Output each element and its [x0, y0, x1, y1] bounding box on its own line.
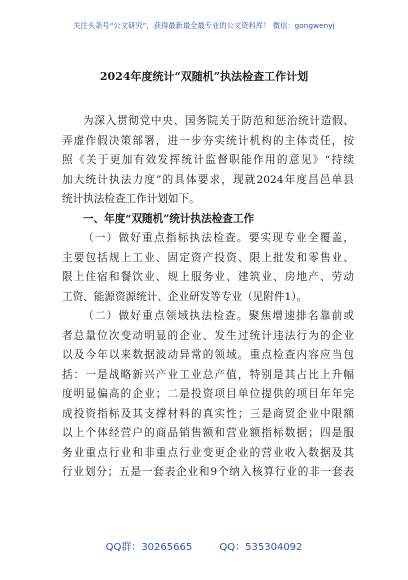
document-body	[62, 112, 354, 483]
footer-qq-group: QQ群：30265665	[105, 542, 193, 553]
body-line: 工资、能源资源统计、企业研发等专业（见附件1）。	[62, 290, 308, 303]
body-line: 者总量位次变动明显的企业、发生过统计违法行为的企业	[62, 329, 354, 342]
body-line: 主要包括规上工业、固定资产投资、限上批发和零售业、	[62, 251, 354, 264]
body-line: 务业重点行业和非重点行业变更企业的营业收入数据及其	[62, 446, 354, 459]
body-line: 加大统计执法力度”的具体要求，现就2024年度昌邑单县	[62, 173, 354, 186]
body-line: 括：一是战略新兴产业工业总产值，特别是其占比上升幅	[62, 368, 354, 381]
footer-contacts	[0, 538, 408, 553]
body-line: 为深入贯彻党中央、国务院关于防范和惩治统计造假、	[83, 115, 354, 127]
body-line: 弄虚作假决策部署，进一步夯实统计机构的主体责任，按	[62, 134, 354, 147]
body-line: 以上个体经营户的商品销售额和营业额指标数据；四是服	[62, 427, 354, 439]
body-line: （一）做好重点指标执法检查。要实现专业全覆盖，	[83, 232, 354, 244]
body-line: 照《关于更加有效发挥统计监督职能作用的意见》“持续	[62, 154, 354, 166]
body-line: （二）做好重点领域执法检查。聚焦增速排名靠前或	[83, 310, 354, 322]
footer-qq: QQ：535304092	[219, 542, 303, 553]
body-line: 统计执法检查工作计划如下。	[62, 193, 200, 205]
body-line: 以及今年以来数据波动异常的领域。重点检查内容应当包	[62, 349, 354, 361]
section-heading: 一、年度“双随机”统计执法检查工作	[83, 212, 255, 225]
body-line: 度明显偏高的企业；二是投资项目单位提供的项目年年完	[62, 388, 354, 400]
body-line: 行业划分；五是一套表企业和9个纳入核算行业的非一套表	[62, 466, 354, 478]
body-line: 限上住宿和餐饮业、规上服务业、建筑业、房地产、劳动	[62, 271, 354, 283]
page-title: 2024年度统计“双随机”执法检查工作计划	[99, 70, 309, 83]
body-line: 成投资指标及其支撑材料的真实性；三是商贸企业中限额	[62, 407, 354, 420]
header-note: 关注头条号“公文研究”，获得最新最全最专业的公文资料库！ 微信：gongwenyj	[73, 21, 335, 30]
